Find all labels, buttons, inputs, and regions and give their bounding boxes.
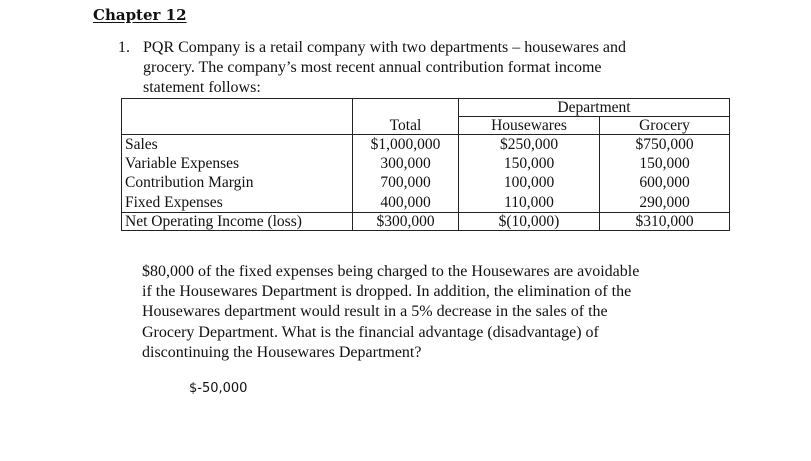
grocery-sales: $750,000 <box>635 136 694 153</box>
column-header-total: Total <box>353 99 459 135</box>
total-values-cell <box>353 135 459 213</box>
row-labels-cell <box>122 135 353 213</box>
grocery-net-operating-income: $310,000 <box>600 212 730 230</box>
question-text <box>143 38 713 98</box>
paragraph-line: $80,000 of the fixed expenses being charged to the Housewares are avoidable <box>142 263 640 280</box>
grocery-contribution-margin: 600,000 <box>639 174 690 192</box>
total-net-operating-income: $300,000 <box>353 212 459 230</box>
question-line: PQR Company is a retail company with two departments – housewares and <box>143 39 627 56</box>
total-fixed-expenses: 400,000 <box>380 193 431 211</box>
question-number: 1. <box>118 39 130 56</box>
housewares-net-operating-income: $(10,000) <box>459 212 600 230</box>
row-label-sales: Sales <box>125 136 158 153</box>
column-header-grocery: Grocery <box>600 117 730 135</box>
net-income-row <box>122 212 730 230</box>
housewares-fixed-expenses: 110,000 <box>504 193 554 211</box>
grocery-fixed-expenses: 290,000 <box>639 193 690 211</box>
paragraph-line: discontinuing the Housewares Department? <box>142 343 422 361</box>
total-sales: $1,000,000 <box>370 136 441 153</box>
total-contribution-margin: 700,000 <box>380 174 431 192</box>
answer-value: $-50,000 <box>189 381 248 396</box>
row-label-net-operating-income: Net Operating Income (loss) <box>122 212 353 230</box>
paragraph-line: if the Housewares Department is dropped. In addition, the elimination of the <box>142 283 632 301</box>
row-label-fixed-expenses: Fixed Expenses <box>125 193 223 211</box>
paragraph-line: Grocery Department. What is the financial advantage (disadvantage) of <box>142 323 599 341</box>
housewares-sales: $250,000 <box>499 136 559 153</box>
blank-header-cell <box>122 99 353 135</box>
grocery-variable-expenses: 150,000 <box>639 155 690 173</box>
chapter-title: Chapter 12 <box>93 6 187 24</box>
total-variable-expenses: 300,000 <box>380 155 431 173</box>
paragraph-line: Housewares department would result in a 5% decrease in the sales of the <box>142 303 608 321</box>
housewares-contribution-margin: 100,000 <box>503 174 555 192</box>
question-line: statement follows: <box>143 79 261 96</box>
housewares-variable-expenses: 150,000 <box>503 155 555 173</box>
row-label-variable-expenses: Variable Expenses <box>125 155 240 173</box>
income-statement-table <box>121 98 730 231</box>
row-label-contribution-margin: Contribution Margin <box>125 174 254 192</box>
question-line: grocery. The company’s most recent annual contribution format income <box>143 59 602 76</box>
problem-paragraph <box>142 262 742 363</box>
housewares-values-cell <box>459 135 600 213</box>
column-header-housewares: Housewares <box>459 117 600 135</box>
grocery-values-cell <box>600 135 730 213</box>
table-body-row <box>122 135 730 213</box>
department-header: Department <box>459 99 730 117</box>
table-header-row <box>122 99 730 117</box>
